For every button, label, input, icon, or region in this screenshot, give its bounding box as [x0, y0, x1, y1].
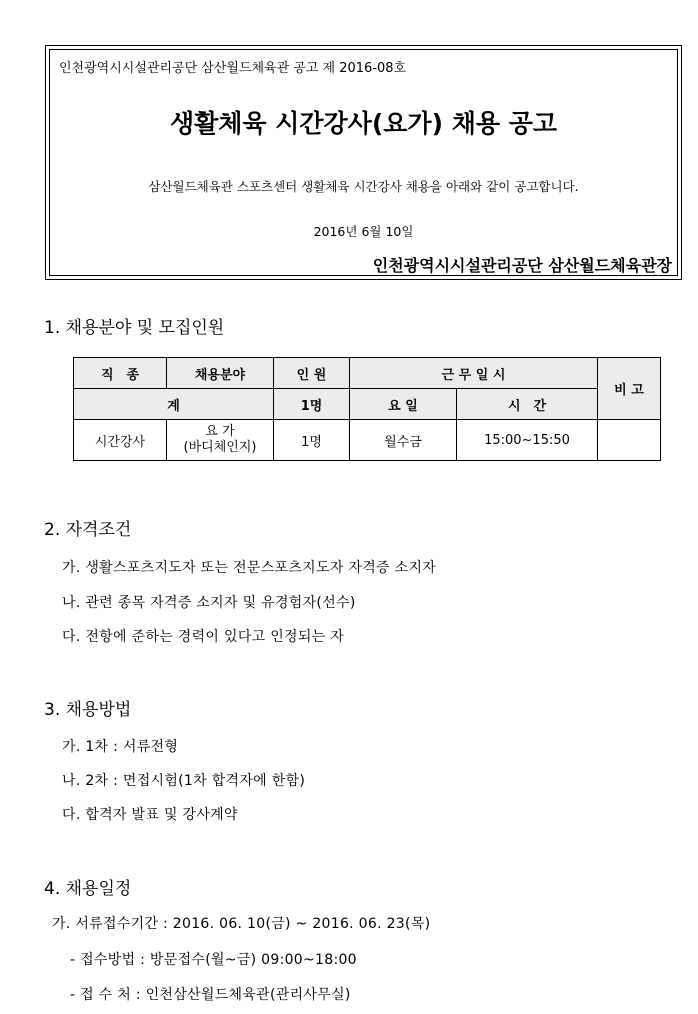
table-row	[74, 420, 661, 461]
section-3-title: 3. 채용방법	[44, 700, 132, 720]
notice-header-inner	[49, 49, 678, 276]
cell-job-type: 시간강사	[74, 420, 167, 461]
table-subheader-row	[74, 389, 661, 420]
cell-note	[598, 420, 661, 461]
qualification-item-3: 다. 전항에 준하는 경력이 있다고 인정되는 자	[62, 629, 345, 645]
notice-intro: 삼산월드체육관 스포츠센터 생활체육 시간강사 채용을 아래와 같이 공고합니다.	[148, 179, 579, 194]
notice-number: 인천광역시시설관리공단 삼산월드체육관 공고 제 2016-08호	[59, 61, 407, 76]
section-4-title: 4. 채용일정	[44, 879, 132, 899]
notice-title: 생활체육 시간강사(요가) 채용 공고	[169, 109, 558, 138]
header-work-schedule: 근 무 일 시	[350, 358, 598, 389]
qualification-item-1: 가. 생활스포츠지도자 또는 전문스포츠지도자 자격증 소지자	[62, 560, 437, 576]
notice-header-box	[45, 45, 682, 280]
header-job-type: 직 종	[74, 358, 167, 389]
cell-day: 월수금	[350, 420, 457, 461]
header-time: 시 간	[457, 389, 598, 420]
recruitment-table	[73, 357, 661, 461]
method-item-1: 가. 1차 : 서류전형	[62, 739, 179, 755]
qualification-item-2: 나. 관련 종목 자격증 소지자 및 유경험자(선수)	[62, 595, 356, 611]
header-count: 인 원	[274, 358, 350, 389]
header-note: 비 고	[598, 358, 661, 420]
schedule-item-3: - 접 수 처 : 인천삼산월드체육관(관리사무실)	[70, 987, 351, 1003]
header-total: 계	[74, 389, 274, 420]
cell-time: 15:00~15:50	[457, 420, 598, 461]
schedule-item-1: 가. 서류접수기간 : 2016. 06. 10(금) ~ 2016. 06. 23(목)	[52, 916, 431, 932]
cell-field	[167, 420, 274, 461]
table-header-row	[74, 358, 661, 389]
header-total-count: 1명	[274, 389, 350, 420]
schedule-item-2: - 접수방법 : 방문접수(월~금) 09:00~18:00	[70, 952, 357, 968]
section-2-title: 2. 자격조건	[44, 520, 132, 540]
header-field: 채용분야	[167, 358, 274, 389]
method-item-2: 나. 2차 : 면접시험(1차 합격자에 한함)	[62, 773, 306, 789]
cell-field-line1: 요 가	[205, 424, 235, 439]
section-1-title: 1. 채용분야 및 모집인원	[44, 318, 225, 338]
cell-field-line2: (바디체인지)	[183, 440, 257, 455]
cell-count: 1명	[274, 420, 350, 461]
header-day: 요 일	[350, 389, 457, 420]
notice-date: 2016년 6월 10일	[313, 224, 414, 239]
method-item-3: 다. 합격자 발표 및 강사계약	[62, 807, 238, 823]
notice-signer: 인천광역시시설관리공단 삼산월드체육관장	[372, 256, 672, 275]
